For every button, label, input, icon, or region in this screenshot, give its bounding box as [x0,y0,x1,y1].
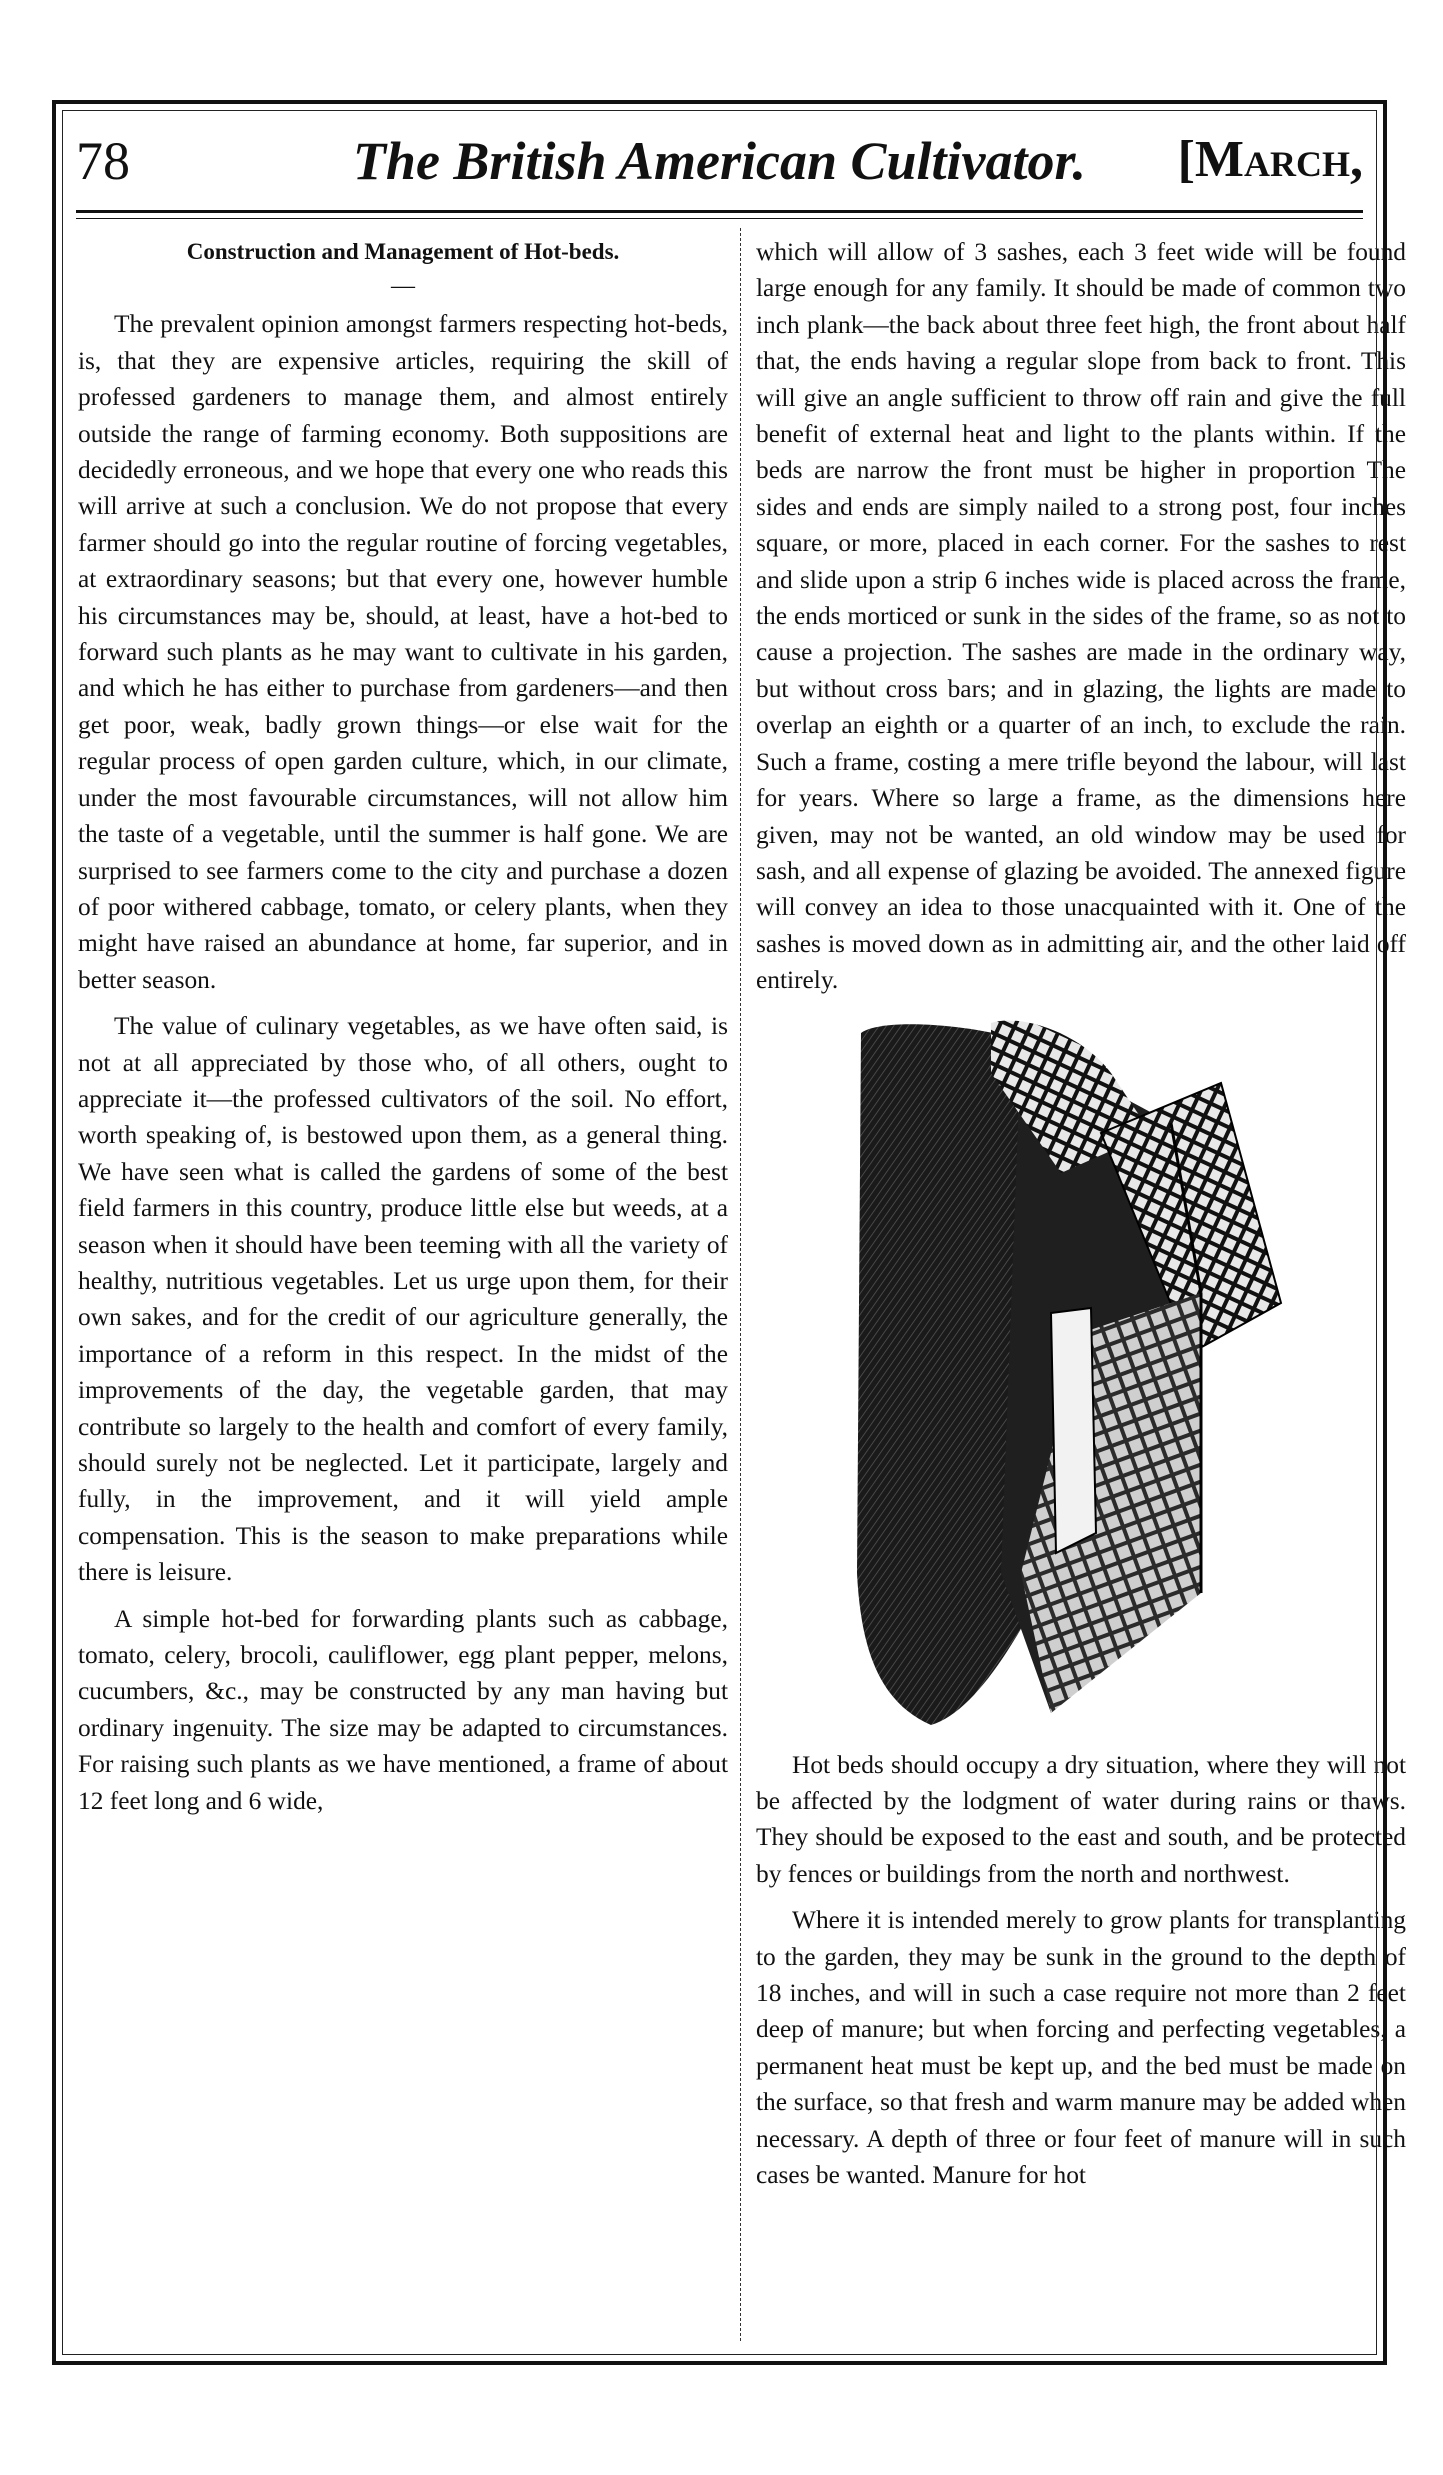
figure-wrapper [756,1013,1406,1733]
hot-bed-illustration [851,1013,1311,1733]
paragraph: which will allow of 3 sashes, each 3 feet wide will be found large enough for any family. It should be made of common two inch plank—the back about three feet high, the front about half that, the ends having a regular slope from back to front. This will give an angle sufficient to throw off rain and give the full benefit of external heat and light to the plants within. If the beds are narrow the front must be higher in proportion The sides and ends are simply nailed to a strong post, four inches square, or more, placed in each corner. For the sashes to rest and slide upon a strip 6 inches wide is placed across the frame, the ends morticed or sunk in the sides of the frame, so as not to cause a projection. The sashes are made in the ordinary way, but without cross bars; and in glazing, the lights are made to overlap an eighth or a quarter of an inch, to exclude the rain. Such a frame, costing a mere trifle beyond the labour, will last for years. Where so large a frame, as the dimensions here given, may not be wanted, an old window may be used for sash, and all expense of glazing be avoided. The annexed figure will convey an idea to those unacquainted with it. One of the sashes is moved down as in admitting air, and the other laid off entirely. [756,238,1406,995]
header-rule-thick [76,210,1363,213]
paragraph: A simple hot-bed for forwarding plants such as cabbage, tomato, celery, brocoli, cauliflower, egg plant pepper, melons, cucumbers, &c., may be constructed by any man having but ordinary ingenuity. The size may be adapted to circumstances. For raising such plants as we have mentioned, a frame of about 12 feet long and 6 wide, [78,1604,728,1815]
article-dash: — [391,273,415,300]
right-column [756,234,1406,2203]
paragraph: Where it is intended merely to grow plants for transplanting to the garden, they may be sunk in the ground to the depth of 18 inches, and will in such a case require not more than 2 feet deep of manure; but when forcing and perfecting vegetables, a permanent heat must be kept up, and the bed must be made on the surface, so that fresh and warm manure may be added when necessary. A depth of three or four feet of manure will in such cases be wanted. Manure for hot [756,1906,1406,2189]
journal-title: The British American Cultivator. [352,131,1087,191]
page-frame [52,100,1406,2365]
left-column [78,234,728,1829]
column-divider [740,228,741,2341]
article-title: Construction and Management of Hot-beds. [186,239,620,264]
paragraph: The value of culinary vegetables, as we have often said, is not at all appreciated by those who, of all others, ought to appreciate it—the professed cultivators of the soil. No effort, worth speaking of, is bestowed upon them, as a general thing. We have seen what is called the gardens of some of the best field farmers in this country, produce little else but weeds, at a season when it should have been teeming with all the variety of healthy, nutritious vegetables. Let us urge upon them, for their own sakes, and for the credit of our agriculture generally, the importance of a reform in this respect. In the midst of the improvements of the day, the vegetable garden, that may contribute so largely to the health and comfort of every family, should surely not be neglected. Let it participate, largely and fully, in the improvement, and it will yield ample compensation. This is the season to make preparations while there is leisure. [78,1012,728,1587]
paragraph: Hot beds should occupy a dry situation, where they will not be affected by the lodgment of water during rains or thaws. They should be exposed to the east and south, and be protected by fences or buildings from the north and northwest. [756,1750,1406,1888]
page-number: 78 [76,131,130,191]
page-header [76,126,1363,206]
header-rule-thin [76,218,1363,219]
paragraph: The prevalent opinion amongst farmers respecting hot-beds, is, that they are expensive articles, requiring the skill of professed gardeners to manage them, and almost entirely outside the range of farming economy. Both suppositions are decidedly erroneous, and we hope that every one who reads this will arrive at such a conclusion. We do not propose that every farmer should go into the regular routine of forcing vegetables, at extraordinary seasons; but that every one, however humble his circumstances may be, should, at least, have a hot-bed to forward such plants as he may want to cultivate in his garden, and which he has either to purchase from gardeners—and then get poor, weak, badly grown things—or else wait for the regular process of open garden culture, which, in our climate, under the most favourable circumstances, will not allow him the taste of a vegetable, until the summer is half gone. We are surprised to see farmers come to the city and purchase a dozen of poor withered cabbage, tomato, or celery plants, when they might have raised an abundance at home, far superior, and in better season. [78,310,728,994]
issue-month: [March, [1177,131,1363,188]
